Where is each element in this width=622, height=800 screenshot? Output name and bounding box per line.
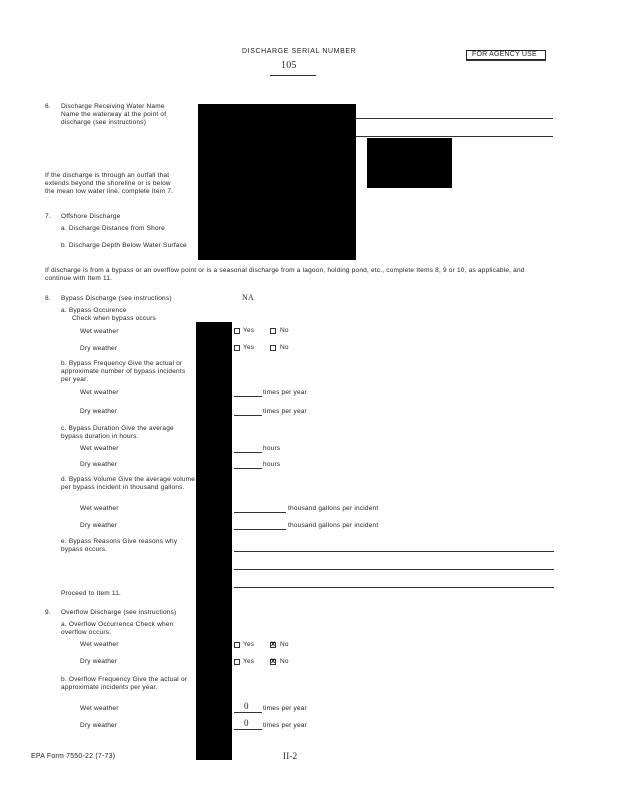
item8a-wet-label: Wet weather xyxy=(80,328,119,335)
no-label: No xyxy=(280,641,289,648)
redaction-block xyxy=(196,322,232,760)
serial-underline xyxy=(270,75,316,76)
redaction-block xyxy=(198,104,356,260)
redaction-block xyxy=(367,138,452,188)
thousand-gallons-label: thousand gallons per incident xyxy=(288,522,379,529)
item8c-wet-field[interactable] xyxy=(234,452,262,453)
item8a-dry-no-checkbox[interactable] xyxy=(270,345,276,351)
item6-answer-line-1 xyxy=(355,118,553,119)
item8d-dry-field[interactable] xyxy=(234,529,286,530)
agency-use-label: FOR AGENCY USE xyxy=(472,51,537,58)
times-per-year-label: times per year xyxy=(263,705,307,712)
thousand-gallons-label: thousand gallons per incident xyxy=(288,505,379,512)
item8d-wet-label: Wet weather xyxy=(80,505,119,512)
item9b-dry-label: Dry weather xyxy=(80,722,118,729)
item9a-dry-yes-checkbox[interactable] xyxy=(234,659,240,665)
item8c-dry-field[interactable] xyxy=(234,468,262,469)
item8a-title: a. Bypass Occurence xyxy=(61,307,127,314)
item9a-dry-no-checkbox[interactable]: X xyxy=(271,659,276,665)
yes-label: Yes xyxy=(243,641,255,648)
item6-answer-line-2 xyxy=(355,136,553,137)
item8a-description: Check when bypass occurs xyxy=(72,315,156,322)
item6-note: If the discharge is through an outfall that extends beyond the shoreline or is below the mean low water line, complete Item 7. xyxy=(45,172,174,195)
serial-number-value: 105 xyxy=(281,60,297,71)
item6-description: Name the waterway at the point of discharge (see instructions) xyxy=(61,111,167,126)
item8-title: Bypass Discharge (see instructions) xyxy=(61,295,172,302)
item8d-dry-label: Dry weather xyxy=(80,522,118,529)
item9b-title: b. Overflow Frequency Give the actual or approximate incidents per year. xyxy=(61,676,188,691)
yes-label: Yes xyxy=(243,658,255,665)
item8a-dry-yes-checkbox[interactable] xyxy=(234,345,240,351)
item8c-wet-label: Wet weather xyxy=(80,445,119,452)
form-identifier: EPA Form 7550-22 (7-73) xyxy=(31,753,116,760)
item9b-dry-value: 0 xyxy=(244,718,249,728)
item9a-title: a. Overflow Occurrence Check when overflow occurs. xyxy=(61,621,174,636)
page-number: II-2 xyxy=(283,751,298,761)
item9a-dry-label: Dry weather xyxy=(80,658,118,665)
proceed-to-item-11: Proceed to Item 11. xyxy=(61,590,122,597)
item7-a-label: a. Discharge Distance from Shore xyxy=(61,225,165,232)
times-per-year-label: times per year xyxy=(263,408,307,415)
serial-number-label: DISCHARGE SERIAL NUMBER xyxy=(242,48,357,55)
item8a-wet-no-checkbox[interactable] xyxy=(270,328,276,334)
yes-label: Yes xyxy=(243,344,255,351)
item8-number: 8. xyxy=(45,295,51,302)
times-per-year-label: times per year xyxy=(263,389,307,396)
item9b-wet-value: 0 xyxy=(244,701,249,711)
item8c-dry-label: Dry weather xyxy=(80,461,118,468)
item9b-wet-label: Wet weather xyxy=(80,705,119,712)
item8b-dry-label: Dry weather xyxy=(80,408,118,415)
item9a-wet-label: Wet weather xyxy=(80,641,119,648)
item7-b-label: b. Discharge Depth Below Water Surface xyxy=(61,242,187,249)
item8e-reasons-line-3[interactable] xyxy=(234,587,554,588)
item8d-wet-field[interactable] xyxy=(234,512,286,513)
item8-value: NA xyxy=(242,293,254,302)
item9b-wet-field[interactable] xyxy=(234,712,262,713)
item8d-title: d. Bypass Volume Give the average volume per bypass incident in thousand gallons. xyxy=(61,476,196,491)
yes-label: Yes xyxy=(243,327,255,334)
item8e-reasons-line-1[interactable] xyxy=(234,551,554,552)
times-per-year-label: times per year xyxy=(263,722,307,729)
bypass-instructions-note: If discharge is from a bypass or an overflow point or is a seasonal discharge from a lagoon, holding pond, etc., complete Items 8, 9 or 10, as applicable, and continue with Item 11. xyxy=(45,267,525,282)
item8e-reasons-line-2[interactable] xyxy=(234,569,554,570)
item8a-dry-label: Dry weather xyxy=(80,345,118,352)
item8b-title: b. Bypass Frequency Give the actual or approximate number of bypass incidents per year. xyxy=(61,360,186,383)
item8e-title: e. Bypass Reasons Give reasons why bypass occurs. xyxy=(61,538,178,553)
item9a-wet-yes-checkbox[interactable] xyxy=(234,642,240,648)
item6-number: 6. xyxy=(45,103,51,110)
no-label: No xyxy=(280,658,289,665)
item7-title: Offshore Discharge xyxy=(61,213,121,220)
item8b-wet-label: Wet weather xyxy=(80,389,119,396)
no-label: No xyxy=(280,327,289,334)
hours-label: hours xyxy=(263,461,281,468)
item9b-dry-field[interactable] xyxy=(234,729,262,730)
item9a-wet-no-checkbox[interactable]: X xyxy=(271,642,276,648)
item6-title: Discharge Receiving Water Name xyxy=(61,103,165,110)
item8c-title: c. Bypass Duration Give the average bypass duration in hours. xyxy=(61,425,174,440)
item8a-wet-yes-checkbox[interactable] xyxy=(234,328,240,334)
hours-label: hours xyxy=(263,445,281,452)
no-label: No xyxy=(280,344,289,351)
item8b-wet-field[interactable] xyxy=(234,396,262,397)
agency-box-rule xyxy=(466,60,546,61)
item9-title: Overflow Discharge (see instructions) xyxy=(61,609,177,616)
item9-number: 9. xyxy=(45,609,51,616)
item8b-dry-field[interactable] xyxy=(234,415,262,416)
item7-number: 7. xyxy=(45,213,51,220)
